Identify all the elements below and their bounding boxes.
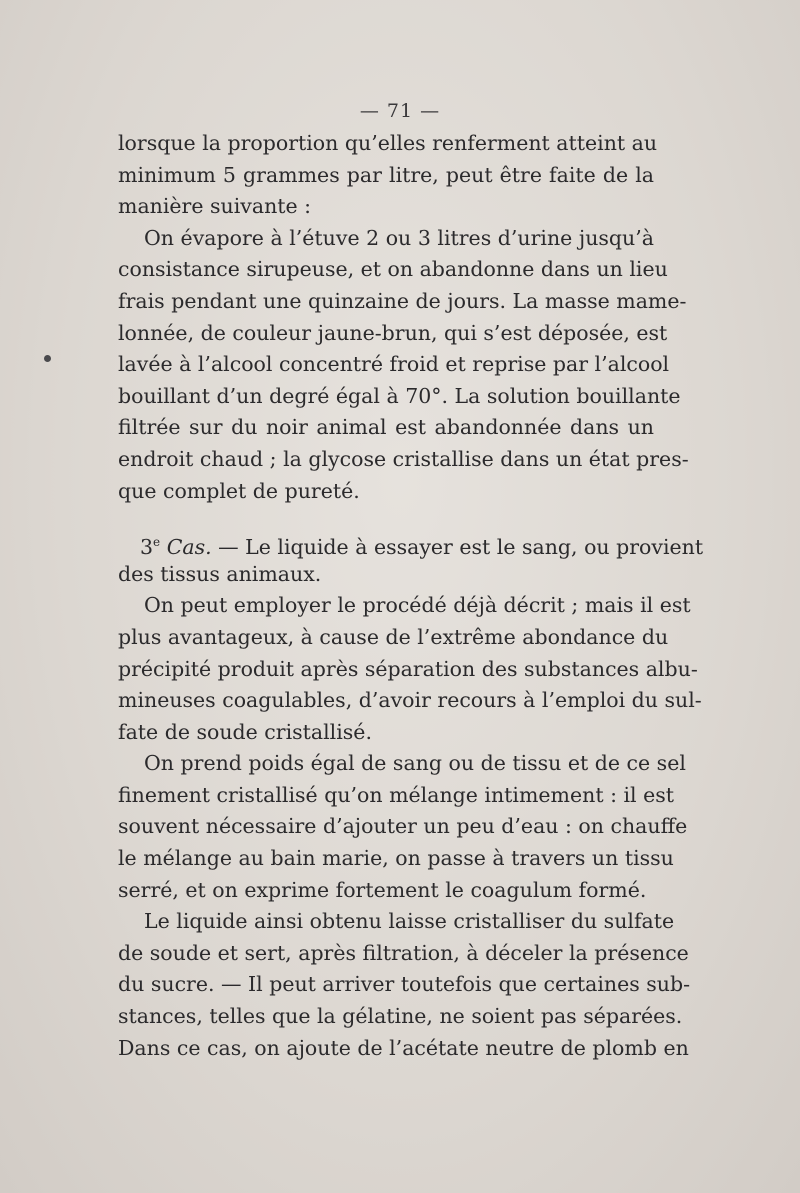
text-line: de soude et sert, après filtration, à déceler la présence xyxy=(118,940,689,965)
paragraph xyxy=(118,527,704,590)
text-line: filtrée sur du noir animal est abandonnée dans un xyxy=(118,415,654,440)
text-line: précipité produit après séparation des substances albu- xyxy=(118,656,698,681)
text-line: lorsque la proportion qu’elles renferment atteint au xyxy=(118,131,658,155)
text-line: Dans ce cas, on ajoute de l’acétate neutre de plomb en xyxy=(118,1035,689,1060)
text-line: serré, et on exprime fortement le coagulum formé. xyxy=(118,877,647,902)
text-line: consistance sirupeuse, et on abandonne dans un lieu xyxy=(118,257,668,282)
paragraph xyxy=(118,223,689,507)
body-text xyxy=(118,128,704,1064)
text-line: mineuses coagulables, d’avoir recours à l’emploi du sul- xyxy=(118,688,702,713)
paragraph xyxy=(118,906,691,1064)
case-number: 3 xyxy=(140,534,154,559)
text-line: souvent nécessaire d’ajouter un peu d’eau : on chauffe xyxy=(118,814,688,839)
page-number: — 71 — xyxy=(359,100,441,122)
text-line: fate de soude cristallisé. xyxy=(118,719,372,744)
paragraph xyxy=(118,128,658,223)
text-line: stances, telles que la gélatine, ne soient pas séparées. xyxy=(118,1004,683,1029)
text-line: lonnée, de couleur jaune-brun, qui s’est déposée, est xyxy=(118,320,668,345)
case-number-suffix: e xyxy=(153,535,161,550)
text-line: le mélange au bain marie, on passe à travers un tissu xyxy=(118,846,674,871)
text-line: On évapore à l’étuve 2 ou 3 litres d’urine jusqu’à xyxy=(144,225,654,250)
text-line: que complet de pureté. xyxy=(118,478,360,503)
text-line: endroit chaud ; la glycose cristallise dans un état pres- xyxy=(118,446,689,471)
text-line xyxy=(118,527,704,559)
paragraph-gap xyxy=(118,507,654,527)
text-line: minimum 5 grammes par litre, peut être faite de la xyxy=(118,162,654,187)
paragraph xyxy=(118,748,688,906)
text-line: des tissus animaux. xyxy=(118,561,322,586)
ink-speck xyxy=(44,355,51,362)
text-line: On peut employer le procédé déjà décrit ; mais il est xyxy=(144,593,691,618)
paragraph xyxy=(118,590,702,748)
case-heading: Cas. xyxy=(166,534,212,559)
text-line: plus avantageux, à cause de l’extrême abondance du xyxy=(118,624,669,649)
text-line: bouillant d’un degré égal à 70°. La solution bouillante xyxy=(118,383,681,408)
text-line: manière suivante : xyxy=(118,194,312,219)
text-line: du sucre. — Il peut arriver toutefois que certaines sub- xyxy=(118,972,691,997)
text-line: lavée à l’alcool concentré froid et reprise par l’alcool xyxy=(118,352,670,377)
text-line: Le liquide ainsi obtenu laisse cristalliser du sulfate xyxy=(144,909,675,934)
case-line-text: — Le liquide à essayer est le sang, ou provient xyxy=(211,534,704,559)
text-line: On prend poids égal de sang ou de tissu et de ce sel xyxy=(144,751,686,776)
text-line: frais pendant une quinzaine de jours. La masse mame- xyxy=(118,288,687,313)
text-line: finement cristallisé qu’on mélange intimement : il est xyxy=(118,782,675,807)
